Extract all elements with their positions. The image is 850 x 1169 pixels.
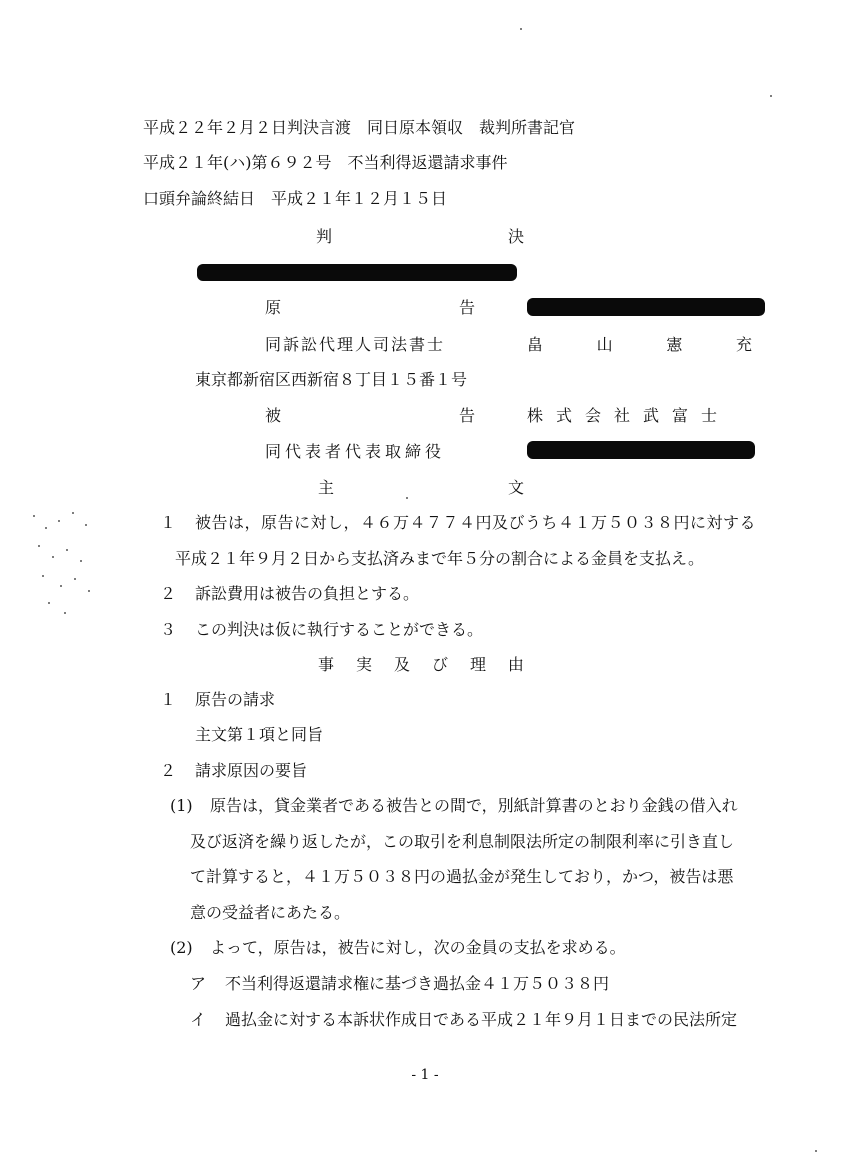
plaintiff-label bbox=[265, 298, 475, 318]
judgment-title-char: 決 bbox=[507, 227, 524, 246]
agent-name-char: 充 bbox=[735, 335, 752, 354]
header-line-1: 平成２２年２月２日判決言渡 同日原本領収 裁判所書記官 bbox=[143, 118, 576, 137]
main-text-title-char: 主 bbox=[318, 478, 335, 497]
paragraph-2: よって，原告は，被告に対し，次の金員の支払を求める。 bbox=[210, 938, 626, 957]
defendant-label bbox=[265, 406, 475, 426]
reasons-title-char: 実 bbox=[355, 655, 372, 674]
plaintiff-label-char: 告 bbox=[458, 298, 475, 317]
main-item-1-line-a: 被告は，原告に対し，４６万４７７４円及びうち４１万５０３８円に対する bbox=[195, 513, 757, 532]
representative-label: 同代表者代表取締役 bbox=[265, 442, 446, 461]
reasons-title bbox=[318, 655, 524, 675]
item-i-marker: イ bbox=[190, 1010, 207, 1029]
paragraph-1-line-a: 原告は，貸金業者である被告との間で，別紙計算書のとおり金銭の借入れ bbox=[210, 796, 738, 815]
redaction-bar bbox=[527, 298, 765, 316]
reasons-title-char: 由 bbox=[507, 655, 524, 674]
section-2-number: ２ bbox=[160, 761, 177, 780]
main-text-title-char: 文 bbox=[507, 478, 524, 497]
header-line-2: 平成２１年(ハ)第６９２号 不当利得返還請求事件 bbox=[143, 153, 508, 172]
redaction-bar bbox=[197, 264, 517, 281]
defendant-label-char: 被 bbox=[265, 406, 282, 425]
agent-name bbox=[527, 335, 752, 355]
judgment-title bbox=[316, 227, 524, 247]
item-a-marker: ア bbox=[190, 974, 207, 993]
header-line-3: 口頭弁論終結日 平成２１年１２月１５日 bbox=[143, 189, 448, 208]
paragraph-2-number: (2) bbox=[170, 938, 193, 957]
main-item-1-number: １ bbox=[160, 513, 177, 532]
paragraph-1-line-d: 意の受益者にあたる。 bbox=[190, 903, 351, 922]
main-item-3-number: ３ bbox=[160, 620, 177, 639]
agent-name-char: 憲 bbox=[666, 335, 683, 354]
main-item-3: この判決は仮に執行することができる。 bbox=[195, 620, 484, 639]
plaintiff-label-char: 原 bbox=[265, 298, 282, 317]
agent-label: 同訴訟代理人司法書士 bbox=[265, 335, 446, 354]
reasons-title-char: 事 bbox=[318, 655, 335, 674]
item-a-text: 不当利得返還請求権に基づき過払金４１万５０３８円 bbox=[225, 974, 610, 993]
defendant-label-char: 告 bbox=[458, 406, 475, 425]
section-2-title: 請求原因の要旨 bbox=[195, 761, 308, 780]
defendant-name: 株式会社武富士 bbox=[527, 406, 731, 425]
main-item-2: 訴訟費用は被告の負担とする。 bbox=[195, 584, 420, 603]
reasons-title-char: 及 bbox=[393, 655, 410, 674]
page-number: - 1 - bbox=[411, 1067, 439, 1083]
paragraph-1-line-c: て計算すると，４１万５０３８円の過払金が発生しており，かつ，被告は悪 bbox=[190, 867, 734, 886]
reasons-title-char: 理 bbox=[469, 655, 486, 674]
item-i-text: 過払金に対する本訴状作成日である平成２１年９月１日までの民法所定 bbox=[225, 1010, 738, 1029]
paragraph-1-number: (1) bbox=[170, 796, 193, 815]
section-1-body: 主文第１項と同旨 bbox=[195, 725, 324, 744]
section-1-number: １ bbox=[160, 690, 177, 709]
redaction-bar bbox=[527, 441, 755, 459]
paragraph-1-line-b: 及び返済を繰り返したが，この取引を利息制限法所定の制限利率に引き直し bbox=[190, 832, 735, 851]
agent-name-char: 畠 bbox=[527, 335, 544, 354]
judgment-title-char: 判 bbox=[316, 227, 333, 246]
agent-name-char: 山 bbox=[596, 335, 613, 354]
reasons-title-char: び bbox=[431, 655, 448, 674]
section-1-title: 原告の請求 bbox=[195, 690, 276, 709]
main-text-title bbox=[318, 478, 524, 498]
defendant-address: 東京都新宿区西新宿８丁目１５番１号 bbox=[195, 370, 468, 389]
main-item-2-number: ２ bbox=[160, 584, 177, 603]
main-item-1-line-b: 平成２１年９月２日から支払済みまで年５分の割合による金員を支払え。 bbox=[175, 549, 704, 568]
